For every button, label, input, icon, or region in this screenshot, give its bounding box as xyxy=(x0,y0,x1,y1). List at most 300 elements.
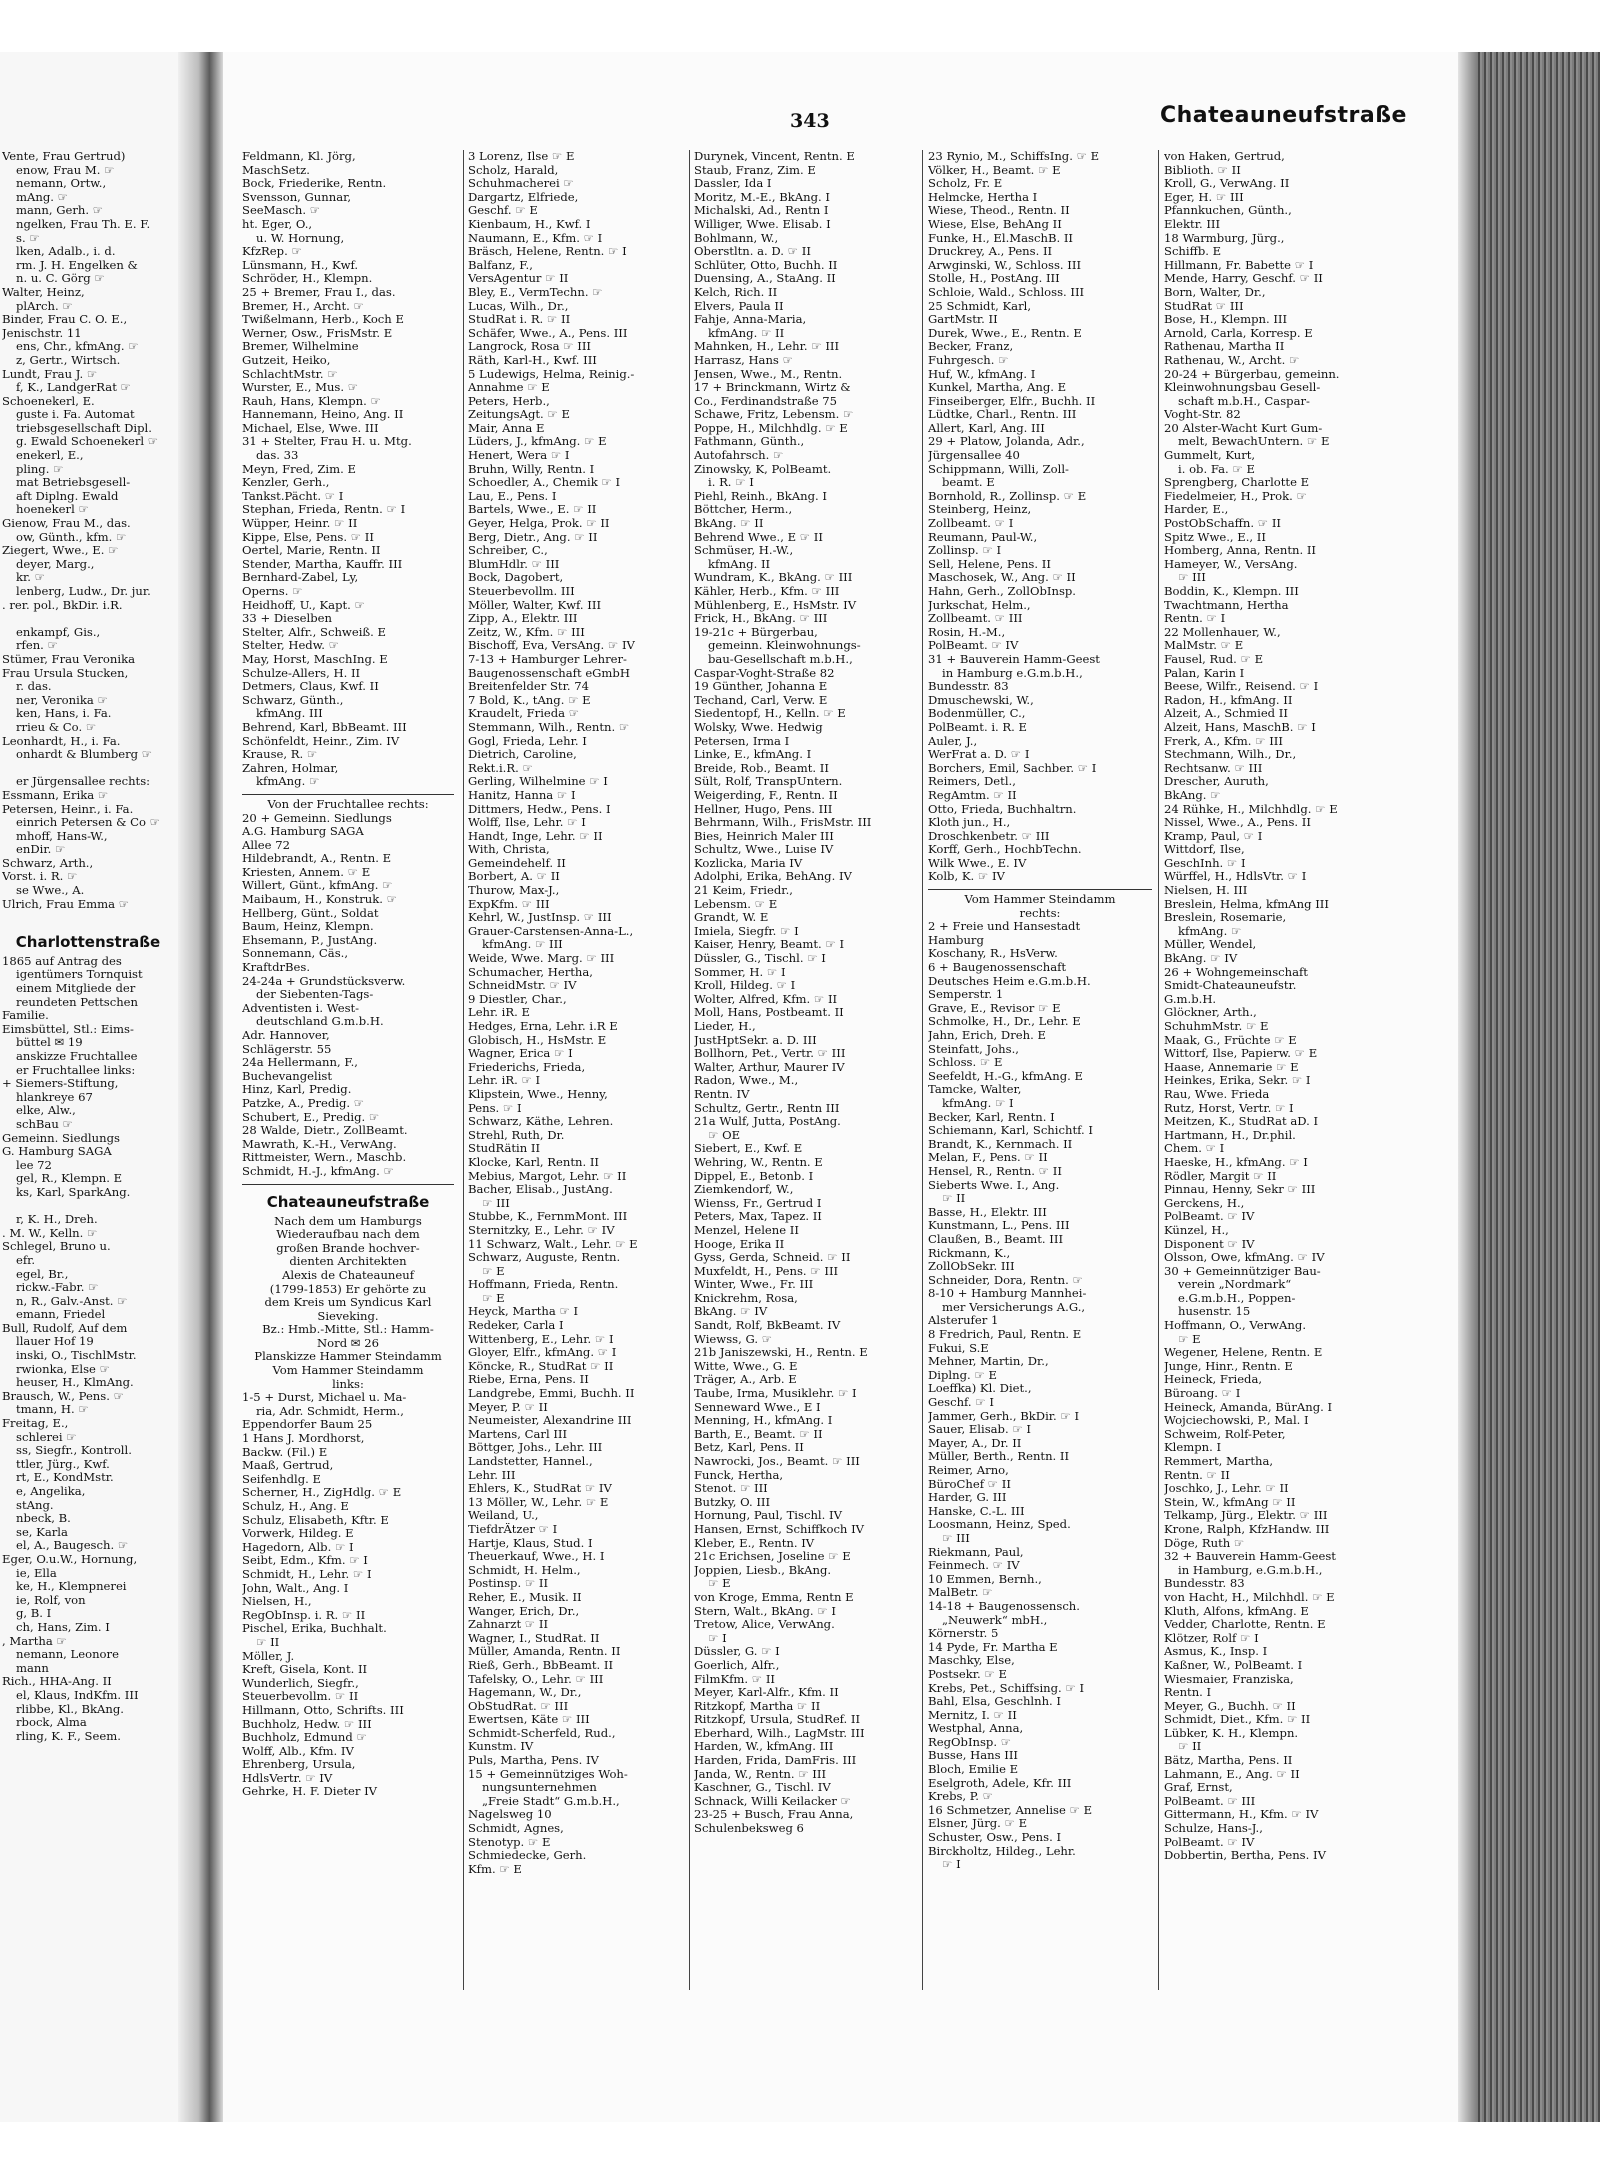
directory-entry: Ulrich, Frau Emma ☞ xyxy=(2,897,130,911)
directory-entry: Diplng. ☞ E xyxy=(928,1368,997,1382)
directory-entry: 26 + Wohngemeinschaft xyxy=(1164,965,1308,979)
directory-entry: Würffel, H., HdlsVtr. ☞ I xyxy=(1164,870,1307,884)
directory-entry: 10 Emmen, Bernh., xyxy=(928,1572,1042,1586)
directory-entry: Schippmann, Willi, Zoll- xyxy=(928,462,1069,476)
directory-entry: 13 Möller, W., Lehr. ☞ E xyxy=(468,1495,609,1509)
directory-entry: 25 Schmidt, Karl, xyxy=(928,299,1032,313)
directory-entry: ria, Adr. Schmidt, Herm., xyxy=(256,1404,404,1418)
directory-entry: 23-25 + Busch, Frau Anna, xyxy=(694,1808,854,1822)
directory-entry: 19 Günther, Johanna E xyxy=(694,680,828,694)
directory-entry: stAng. xyxy=(16,1498,54,1512)
directory-entry: Smidt-Chateauneufstr. xyxy=(1164,979,1297,993)
directory-entry: Zinowsky, K, PolBeamt. xyxy=(694,462,832,476)
directory-entry: Sprengberg, Charlotte E xyxy=(1164,476,1310,490)
directory-entry: Bremer, Wilhelmine xyxy=(242,340,359,354)
column-rule xyxy=(463,150,464,1990)
directory-entry: Wegener, Helene, Rentn. E xyxy=(1164,1346,1323,1360)
directory-entry: Asmus, K., Insp. I xyxy=(1164,1645,1268,1659)
directory-entry xyxy=(2,612,174,626)
section-note: Von der Fruchtallee rechts: xyxy=(267,797,429,811)
directory-entry: ke, H., Klempnerei xyxy=(16,1580,127,1594)
directory-entry: Familie. xyxy=(2,1009,49,1023)
directory-entry: Voght-Str. 82 xyxy=(1164,408,1241,422)
directory-entry: deyer, Marg., xyxy=(16,557,95,571)
directory-entry: G. Hamburg SAGA xyxy=(2,1145,112,1159)
directory-entry: Drescher, Auruth, xyxy=(1164,775,1269,789)
directory-entry: Behrend Wwe., E ☞ II xyxy=(694,530,823,544)
directory-entry: Vorst. i. R. ☞ xyxy=(2,870,78,884)
directory-entry: Riekmann, Paul, xyxy=(928,1545,1024,1559)
directory-entry: kr. ☞ xyxy=(16,571,46,585)
directory-entry: 8 Fredrich, Paul, Rentn. E xyxy=(928,1328,1082,1342)
directory-entry: Biblioth. ☞ II xyxy=(1164,163,1241,177)
directory-entry: 20 Alster-Wacht Kurt Gum- xyxy=(1164,421,1323,435)
directory-entry: Neumeister, Alexandrine III xyxy=(468,1414,632,1428)
directory-entry: Sell, Helene, Pens. II xyxy=(928,557,1051,571)
directory-entry: Fuhrgesch. ☞ xyxy=(928,353,1009,367)
directory-entry: 17 + Brinckmann, Wirtz & xyxy=(694,381,851,395)
directory-entry: Wunderlich, Siegfr., xyxy=(242,1676,359,1690)
directory-entry: Bätz, Martha, Pens. II xyxy=(1164,1754,1293,1768)
book-page-edges xyxy=(1458,52,1600,2122)
directory-entry: Bremer, H., Archt. ☞ xyxy=(242,299,364,313)
directory-entry: Postsekr. ☞ E xyxy=(928,1667,1007,1681)
directory-entry: Schmüser, H.-W., xyxy=(694,544,794,558)
directory-entry: rm. J. H. Engelken & xyxy=(16,258,138,272)
directory-entry: Caspar-Voght-Straße 82 xyxy=(694,666,835,680)
directory-entry: Durek, Wwe., E., Rentn. E xyxy=(928,326,1082,340)
directory-entry: Räth, Karl-H., Kwf. III xyxy=(468,353,597,367)
directory-entry: Wehring, W., Rentn. E xyxy=(694,1155,823,1169)
directory-entry: G.m.b.H. xyxy=(1164,992,1217,1006)
directory-entry: Krone, Ralph, KfzHandw. III xyxy=(1164,1522,1330,1536)
directory-entry: Steinberg, Heinz, xyxy=(928,503,1032,517)
directory-entry: Kelch, Rich. II xyxy=(694,285,778,299)
directory-entry: einem Mitgliede der xyxy=(16,982,136,996)
directory-entry: Schmolke, H., Dr., Lehr. E xyxy=(928,1015,1081,1029)
directory-entry: Schwarz, Arth., xyxy=(2,856,94,870)
directory-entry: Oberstltn. a. D. ☞ II xyxy=(694,245,811,259)
directory-entry: 20-24 + Bürgerbau, gemeinn. xyxy=(1164,367,1340,381)
directory-entry: ken, Hans, i. Fa. xyxy=(16,707,112,721)
directory-entry: das. 33 xyxy=(256,449,299,463)
directory-entry: Wojciechowski, P., Mal. I xyxy=(1164,1414,1309,1428)
directory-entry: PolBeamt. ☞ III xyxy=(1164,1794,1256,1808)
directory-entry: kfmAng. III xyxy=(256,707,323,721)
directory-entry: Olsson, Owe, kfmAng. ☞ IV xyxy=(1164,1251,1325,1265)
directory-entry: Homberg, Anna, Rentn. II xyxy=(1164,544,1317,558)
directory-entry: Remmert, Martha, xyxy=(1164,1455,1274,1468)
directory-entry: Mernitz, I. ☞ II xyxy=(928,1708,1017,1722)
directory-entry: Rieß, Gerh., BbBeamt. II xyxy=(468,1658,614,1672)
directory-entry: verein „Nordmark“ xyxy=(1178,1278,1292,1292)
directory-entry: Claußen, B., Beamt. III xyxy=(928,1232,1064,1246)
directory-entry: Westphal, Anna, xyxy=(928,1722,1024,1736)
directory-entry: Scherner, H., ZigHdlg. ☞ E xyxy=(242,1486,402,1500)
directory-entry: Williger, Wwe. Elisab. I xyxy=(694,217,831,231)
directory-entry: Lehr. iR. E xyxy=(468,1006,530,1020)
directory-entry: Siebert, E., Kwf. E xyxy=(694,1142,803,1156)
directory-entry: John, Walt., Ang. I xyxy=(242,1581,349,1595)
directory-entry: Weiland, U., xyxy=(468,1509,539,1523)
directory-entry: Zahnarzt ☞ II xyxy=(468,1618,549,1632)
directory-entry: Lundt, Frau J. ☞ xyxy=(2,367,98,381)
directory-entry: Mahnken, H., Lehr. ☞ III xyxy=(694,340,840,354)
directory-entry: SchuhmMstr. ☞ E xyxy=(1164,1020,1269,1033)
directory-entry: ngelken, Frau Th. E. F. xyxy=(16,217,151,231)
directory-entry: Kaiser, Henry, Beamt. ☞ I xyxy=(694,938,845,952)
directory-entry: rickw.-Fabr. ☞ xyxy=(16,1281,99,1295)
directory-entry: Alzeit, A., Schmied II xyxy=(1164,707,1288,721)
directory-entry: Butzky, O. III xyxy=(694,1495,771,1509)
section-note: dienten Architekten xyxy=(289,1255,407,1269)
directory-entry: ☞ II xyxy=(256,1635,280,1649)
left-page-column xyxy=(2,150,174,1743)
directory-entry: Düssler, G., Tischl. ☞ I xyxy=(694,952,826,966)
directory-entry: mAng. ☞ xyxy=(16,190,69,204)
directory-entry: Moll, Hans, Postbeamt. II xyxy=(694,1006,844,1020)
directory-entry: Petersen, Heinr., i. Fa. xyxy=(2,802,134,816)
directory-entry: BkAng. ☞ IV xyxy=(1164,952,1238,966)
directory-entry: Dietrich, Caroline, xyxy=(468,748,577,762)
directory-entry: Knickrehm, Rosa, xyxy=(694,1291,798,1305)
directory-entry: SchneidMstr. ☞ IV xyxy=(468,979,577,993)
directory-entry: ☞ E xyxy=(482,1291,505,1305)
directory-entry: „Neuwerk“ mbH., xyxy=(942,1613,1048,1627)
directory-entry: Gittermann, H., Kfm. ☞ IV xyxy=(1164,1808,1319,1822)
directory-entry: nbeck, B. xyxy=(16,1512,71,1526)
directory-entry: Kloth jun., H., xyxy=(928,816,1011,830)
directory-entry: Schuhmacherei ☞ xyxy=(468,177,574,191)
directory-entry: Buchevangelist xyxy=(242,1069,333,1083)
directory-entry: Postinsp. ☞ II xyxy=(468,1577,549,1591)
directory-entry: Theuerkauf, Wwe., H. I xyxy=(468,1550,605,1564)
directory-entry: Rich., HHA-Ang. II xyxy=(2,1675,112,1689)
directory-entry: Stechmann, Wilh., Dr., xyxy=(1164,748,1297,762)
directory-entry: Peters, Max, Tapez. II xyxy=(694,1210,822,1224)
directory-entry: Beese, Wilfr., Reisend. ☞ I xyxy=(1164,680,1319,694)
directory-entry: igentümers Tornquist xyxy=(16,968,143,982)
directory-entry: , Martha ☞ xyxy=(2,1634,67,1648)
directory-entry: Grave, E., Revisor ☞ E xyxy=(928,1001,1061,1015)
directory-entry: Sieberts Wwe. I., Ang. xyxy=(928,1178,1060,1192)
directory-entry: TiefdrÄtzer ☞ I xyxy=(468,1522,558,1536)
directory-entry: 5 Ludewigs, Helma, Reinig.- xyxy=(468,367,635,381)
directory-entry: JustHptSekr. a. D. III xyxy=(694,1033,817,1047)
directory-entry: Wolff, Ilse, Lehr. ☞ I xyxy=(468,816,586,830)
directory-entry: Mebius, Margot, Lehr. ☞ II xyxy=(468,1169,627,1183)
directory-entry: Mende, Harry, Geschf. ☞ II xyxy=(1164,272,1323,286)
directory-entry: Twachtmann, Hertha xyxy=(1164,598,1289,612)
directory-entry: Künzel, H., xyxy=(1164,1223,1229,1237)
directory-entry: Bundesstr. 83 xyxy=(928,680,1009,694)
section-note: dem Kreis um Syndicus Karl xyxy=(264,1296,432,1310)
directory-entry: Dassler, Ida I xyxy=(694,177,772,191)
directory-entry: nungsunternehmen xyxy=(482,1781,597,1795)
directory-entry: enow, Frau M. ☞ xyxy=(16,163,115,177)
directory-entry: Wittenberg, E., Lehr. ☞ I xyxy=(468,1332,614,1346)
directory-entry: Lebensm. ☞ E xyxy=(694,897,778,911)
directory-entry: 31 + Stelter, Frau H. u. Mtg. xyxy=(242,435,412,449)
directory-entry: 18 Warmburg, Jürg., xyxy=(1164,231,1285,245)
directory-entry: rfen. ☞ xyxy=(16,639,58,653)
directory-entry: Rathenau, W., Archt. ☞ xyxy=(1164,353,1300,367)
directory-entry: Bull, Rudolf, Auf dem xyxy=(2,1321,128,1335)
directory-entry: Stenot. ☞ III xyxy=(694,1482,768,1496)
directory-entry: 21a Wulf, Jutta, PostAng. xyxy=(694,1115,841,1129)
directory-entry: Kenzler, Gerh., xyxy=(242,476,330,490)
directory-entry: PolBeamt. ☞ IV xyxy=(928,639,1019,653)
directory-entry: Döge, Ruth ☞ xyxy=(1164,1536,1245,1550)
directory-entry: Klipstein, Wwe., Henny, xyxy=(468,1087,608,1101)
directory-entry: 24-24a + Grundstücksverw. xyxy=(242,974,406,988)
directory-entry: Alzeit, Hans, MaschB. ☞ I xyxy=(1164,720,1316,734)
directory-entry: Harrasz, Hans ☞ xyxy=(694,353,793,367)
directory-entry: Kunkel, Martha, Ang. E xyxy=(928,381,1067,395)
directory-entry: Möller, J. xyxy=(242,1649,295,1663)
directory-entry: enDir. ☞ xyxy=(16,843,66,857)
directory-entry: tmann, H. ☞ xyxy=(16,1403,89,1417)
directory-entry: der Siebenten-Tags- xyxy=(256,988,374,1002)
directory-entry: Tamcke, Walter, xyxy=(928,1083,1022,1097)
directory-entry: Sternitzky, E., Lehr. ☞ IV xyxy=(468,1223,615,1237)
directory-entry: Hamburg xyxy=(928,933,984,947)
directory-entry: mer Versicherungs A.G., xyxy=(942,1300,1086,1314)
directory-entry: Nielsen, H. III xyxy=(1164,884,1248,898)
directory-entry: Meyer, Karl-Alfr., Kfm. II xyxy=(694,1686,839,1700)
directory-entry: Wiewss, G. ☞ xyxy=(694,1332,773,1346)
directory-entry: Ziegert, Wwe., E. ☞ xyxy=(2,544,119,558)
directory-entry: Hahn, Gerh., ZollObInsp. xyxy=(928,585,1076,598)
column-rule xyxy=(689,150,690,1990)
directory-entry: onhardt & Blumberg ☞ xyxy=(16,748,153,762)
directory-entry: 3 Lorenz, Ilse ☞ E xyxy=(468,150,575,163)
directory-entry: Klötzer, Rolf ☞ I xyxy=(1164,1631,1259,1645)
directory-entry: Joppien, Liesb., BkAng. xyxy=(694,1563,832,1577)
directory-entry: MaschSetz. xyxy=(242,163,310,177)
directory-entry: Arwginski, W., Schloss. III xyxy=(928,258,1082,272)
directory-entry: Reher, E., Musik. II xyxy=(468,1590,582,1604)
directory-entry: Frerk, A., Kfm. ☞ III xyxy=(1164,734,1283,748)
directory-entry: emann, Friedel xyxy=(16,1308,106,1322)
directory-entry: Kaßner, W., PolBeamt. I xyxy=(1164,1658,1303,1672)
directory-entry: rwionka, Else ☞ xyxy=(16,1362,110,1376)
directory-entry: Schulenbeksweg 6 xyxy=(694,1822,804,1836)
section-note: Vom Hammer Steindamm xyxy=(964,893,1116,907)
directory-entry: ZollObSekr. III xyxy=(928,1260,1015,1274)
section-note: Sieveking. xyxy=(317,1309,379,1323)
directory-entry: Radon, H., kfmAng. II xyxy=(1164,693,1293,707)
directory-entry: Wagner, Erica ☞ I xyxy=(468,1047,573,1061)
directory-entry: Kramp, Paul, ☞ I xyxy=(1164,829,1263,843)
directory-entry: Gehrke, H. F. Dieter IV xyxy=(242,1785,378,1799)
directory-entry: Bies, Heinrich Maler III xyxy=(694,829,834,843)
directory-entry: Buchholz, Edmund ☞ xyxy=(242,1731,367,1745)
directory-entry: Kleinwohnungsbau Gesell- xyxy=(1164,381,1321,395)
directory-entry: Zeitz, W., Kfm. ☞ III xyxy=(468,625,585,639)
directory-entry: Sonnemann, Cäs., xyxy=(242,947,349,961)
directory-entry: Vente, Frau Gertrud) xyxy=(2,150,126,163)
directory-entry: ☞ I xyxy=(708,1631,727,1645)
directory-entry: Hanitz, Hanna ☞ I xyxy=(468,788,576,802)
directory-entry: KraftdrBes. xyxy=(242,961,311,975)
directory-entry: rt, E., KondMstr. xyxy=(16,1471,114,1485)
directory-entry: Kroll, G., VerwAng. II xyxy=(1164,177,1290,191)
directory-entry: 9 Diestler, Char., xyxy=(468,992,567,1006)
directory-entry: Böttger, Johs., Lehr. III xyxy=(468,1441,603,1455)
directory-entry: PolBeamt. ☞ IV xyxy=(1164,1210,1255,1224)
directory-entry: hoenekerl ☞ xyxy=(16,503,89,517)
directory-entry: ttler, Jürg., Kwf. xyxy=(16,1457,110,1471)
directory-entry: RegObInsp. ☞ xyxy=(928,1735,1012,1749)
directory-entry: Lübker, K. H., Klempn. xyxy=(1164,1726,1299,1740)
directory-entry: Träger, A., Arb. E xyxy=(694,1373,797,1387)
directory-entry: lee 72 xyxy=(16,1158,52,1172)
directory-entry: Nagelsweg 10 xyxy=(468,1808,552,1822)
directory-entry: mhoff, Hans-W., xyxy=(16,829,108,843)
directory-entry: Baum, Heinz, Klempn. xyxy=(242,920,374,934)
directory-entry: Schneider, Dora, Rentn. ☞ xyxy=(928,1273,1083,1287)
directory-entry: 1-5 + Durst, Michael u. Ma- xyxy=(242,1391,407,1405)
section-note: (1799-1853) Er gehörte zu xyxy=(269,1282,427,1296)
directory-entry: Mawrath, K.-H., VerwAng. xyxy=(242,1137,397,1151)
directory-entry: Rödler, Margit ☞ II xyxy=(1164,1169,1277,1183)
directory-entry: Fiedelmeier, H., Prok. ☞ xyxy=(1164,489,1307,503)
directory-entry: SeeMasch. ☞ xyxy=(242,204,321,218)
directory-entry: Otto, Frieda, Buchhaltrn. xyxy=(928,802,1077,816)
directory-entry: Allert, Karl, Ang. III xyxy=(928,421,1045,435)
directory-entry: May, Horst, MaschIng. E xyxy=(242,652,388,666)
directory-entry: Scholz, Harald, xyxy=(468,163,559,177)
directory-entry: Wagner, I., StudRat. II xyxy=(468,1631,600,1645)
section-divider xyxy=(242,1184,454,1185)
section-note: rechts: xyxy=(1019,906,1061,920)
directory-entry: Thurow, Max-J., xyxy=(468,884,560,898)
directory-entry: Kleber, E., Rentn. IV xyxy=(694,1536,815,1550)
directory-entry: Freitag, E., xyxy=(2,1417,69,1431)
directory-entry: Globisch, H., HsMstr. E xyxy=(468,1033,607,1047)
directory-entry: WerFrat a. D. ☞ I xyxy=(928,748,1030,762)
directory-entry: Poppe, H., Milchhdlg. ☞ E xyxy=(694,421,848,435)
directory-entry: rrieu & Co. ☞ xyxy=(16,720,97,734)
directory-entry: nemann, Leonore xyxy=(16,1648,119,1662)
directory-entry: Schäfer, Wwe., A., Pens. III xyxy=(468,326,628,340)
directory-entry: 7-13 + Hamburger Lehrer- xyxy=(468,652,627,666)
directory-entry: PostObSchaffn. ☞ II xyxy=(1164,517,1281,531)
directory-entry: ks, Karl, SparkAng. xyxy=(16,1185,131,1199)
directory-entry: Tankst.Pächt. ☞ I xyxy=(242,489,344,503)
directory-entry: Steinfatt, Johs., xyxy=(928,1042,1019,1056)
directory-entry: Co., Ferdinandstraße 75 xyxy=(694,394,838,408)
directory-entry: Stender, Martha, Kauffr. III xyxy=(242,557,403,571)
directory-entry: Ritzkopf, Ursula, StudRef. II xyxy=(694,1713,861,1727)
directory-entry: Bahl, Elsa, Geschlnh. I xyxy=(928,1695,1062,1709)
column-rule xyxy=(1158,150,1159,1990)
section-note: links: xyxy=(332,1377,364,1391)
directory-entry: Basse, H., Elektr. III xyxy=(928,1205,1047,1219)
directory-entry: Nielsen, H., xyxy=(242,1595,312,1609)
directory-entry: Kozlicka, Maria IV xyxy=(694,856,803,870)
directory-entry: Schmiedecke, Gerh. xyxy=(468,1849,587,1863)
directory-entry: Wiese, Else, BehAng II xyxy=(928,217,1062,231)
directory-entry: Meyn, Fred, Zim. E xyxy=(242,462,356,476)
directory-entry: Backw. (Fil.) E xyxy=(242,1445,328,1459)
directory-entry: Klocke, Karl, Rentn. II xyxy=(468,1155,600,1169)
directory-entry: Nawrocki, Jos., Beamt. ☞ III xyxy=(694,1455,860,1468)
directory-entry: Telkamp, Jürg., Elektr. ☞ III xyxy=(1164,1509,1328,1523)
directory-entry: Brandt, K., Kernmach. II xyxy=(928,1137,1073,1151)
directory-entry: inski, O., TischlMstr. xyxy=(16,1349,137,1363)
directory-entry: Maak, G., Früchte ☞ E xyxy=(1164,1033,1297,1047)
directory-entry: Gienow, Frau M., das. xyxy=(2,517,131,531)
directory-entry: Gummelt, Kurt, xyxy=(1164,449,1256,463)
directory-entry: Stenotyp. ☞ E xyxy=(468,1835,551,1849)
directory-entry: Boddin, K., Klempn. III xyxy=(1164,585,1299,598)
directory-entry: ☞ III xyxy=(942,1531,970,1545)
directory-entry: Birckholtz, Hildeg., Lehr. xyxy=(928,1844,1076,1858)
directory-entry: gemeinn. Kleinwohnungs- xyxy=(708,639,861,653)
directory-entry: ☞ E xyxy=(1178,1332,1201,1346)
directory-entry: Weide, Wwe. Marg. ☞ III xyxy=(468,952,615,966)
directory-entry: Kehrl, W., JustInsp. ☞ III xyxy=(468,911,612,925)
directory-entry: 24 Rühke, H., Milchhdlg. ☞ E xyxy=(1164,802,1338,816)
directory-entry: beamt. E xyxy=(942,476,995,490)
directory-entry: Fausel, Rud. ☞ E xyxy=(1164,652,1264,666)
directory-entry: Gemeindehelf. II xyxy=(468,856,566,870)
directory-entry: Vorwerk, Hildeg. E xyxy=(242,1527,354,1541)
directory-entry: heuser, H., KlmAng. xyxy=(16,1376,134,1390)
directory-entry: Essmann, Erika ☞ xyxy=(2,788,109,802)
directory-entry: Landstetter, Hannel., xyxy=(468,1455,593,1468)
directory-entry: Kriesten, Annem. ☞ E xyxy=(242,865,371,879)
directory-entry: Jammer, Gerh., BkDir. ☞ I xyxy=(928,1409,1080,1423)
directory-entry: i. R. ☞ I xyxy=(708,476,754,490)
directory-entry: GartMstr. II xyxy=(928,313,998,327)
directory-entry: Rauh, Hans, Klempn. ☞ xyxy=(242,394,381,408)
directory-entry: FilmKfm. ☞ II xyxy=(694,1672,776,1686)
directory-entry: lenberg, Ludw., Dr. jur. xyxy=(16,585,151,598)
directory-entry: Henert, Wera ☞ I xyxy=(468,449,570,463)
directory-entry: Hornung, Paul, Tischl. IV xyxy=(694,1509,842,1523)
directory-entry: 25 + Bremer, Frau I., das. xyxy=(242,285,396,299)
directory-entry: Schwarz, Käthe, Lehren. xyxy=(468,1115,614,1129)
directory-entry: hlankreye 67 xyxy=(16,1090,93,1104)
directory-entry: Wiese, Theod., Rentn. II xyxy=(928,204,1070,218)
directory-entry: 23 Rynio, M., SchiffsIng. ☞ E xyxy=(928,150,1100,163)
directory-entry: Lüders, J., kfmAng. ☞ E xyxy=(468,435,607,449)
directory-entry: Helmcke, Hertha I xyxy=(928,190,1038,204)
directory-entry: husenstr. 15 xyxy=(1178,1305,1251,1319)
directory-entry: Möller, Walter, Kwf. III xyxy=(468,598,602,612)
directory-entry: von Haken, Gertrud, xyxy=(1164,150,1285,163)
running-head: Chateauneufstraße xyxy=(1160,103,1407,128)
directory-entry: Willert, Günt., kfmAng. ☞ xyxy=(242,879,393,893)
directory-entry: Binder, Frau C. O. E., xyxy=(2,313,128,327)
directory-entry: Schulz, H., Ang. E xyxy=(242,1500,349,1513)
directory-entry: ner, Veronika ☞ xyxy=(16,693,108,707)
directory-entry: egel, Br., xyxy=(16,1267,69,1281)
directory-entry: Hooge, Erika II xyxy=(694,1237,785,1251)
directory-entry: Hameyer, W., VersAng. xyxy=(1164,557,1298,571)
directory-entry: enkampf, Gis., xyxy=(16,625,101,639)
directory-entry: Riebe, Erna, Pens. II xyxy=(468,1373,589,1387)
directory-entry: Schloss. ☞ E xyxy=(928,1056,1003,1070)
directory-entry: Born, Walter, Dr., xyxy=(1164,285,1266,299)
directory-entry: mann, Gerh. ☞ xyxy=(16,204,104,218)
directory-entry: Schwarz, Auguste, Rentn. xyxy=(468,1251,621,1265)
directory-entry: Rechtsanw. ☞ III xyxy=(1164,761,1263,775)
directory-entry: Bley, E., VermTechn. ☞ xyxy=(468,285,603,299)
